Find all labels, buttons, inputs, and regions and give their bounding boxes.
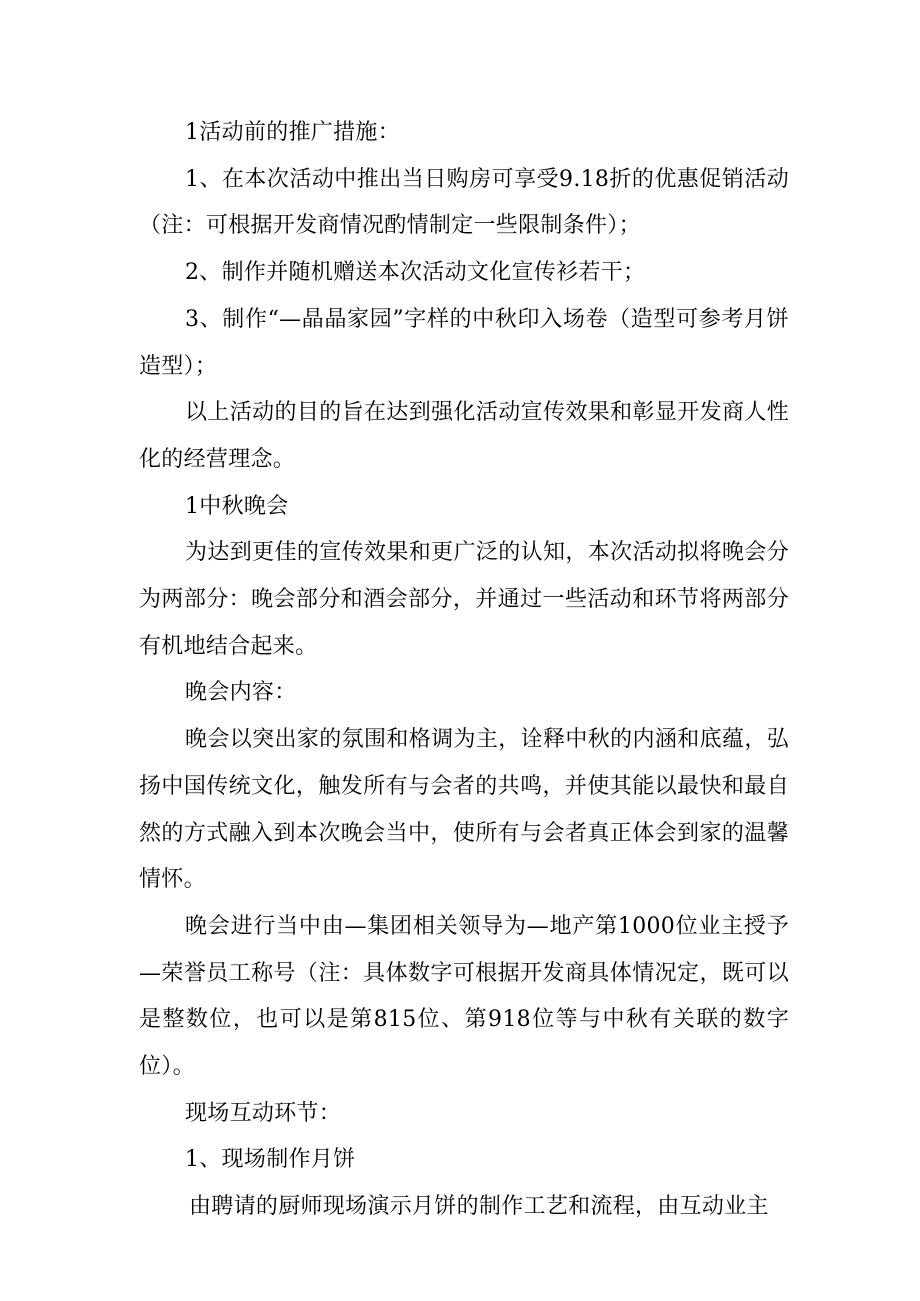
paragraph-promotion-item-2: 2、制作并随机赠送本次活动文化宣传衫若干； — [185, 260, 646, 286]
paragraph-gala-heading: 1中秋晚会 — [185, 493, 289, 519]
paragraph-promotion-item-1: 1、在本次活动中推出当日购房可享受9.18折的优惠促销活动（注：可根据开发商情况酌情制定一些限制条件）； — [139, 166, 789, 239]
paragraph-interaction-description: 由聘请的厨师现场演示月饼的制作工艺和流程，由互动业主 — [189, 1194, 769, 1220]
paragraph-interaction-heading: 现场互动环节： — [185, 1100, 342, 1126]
paragraph-interaction-item-1: 1、现场制作月饼 — [185, 1147, 356, 1173]
paragraph-gala-award: 晚会进行当中由—集团相关领导为—地产第1000位业主授予—荣誉员工称号（注：具体数字可根据开发商具体情况定，既可以是整数位，也可以是第815位、第918位等与中秋有关联的数字位）。 — [139, 913, 789, 1080]
paragraph-gala-content: 晚会以突出家的氛围和格调为主，诠释中秋的内涵和底蕴，弘扬中国传统文化，触发所有与会者的共鸣，并使其能以最快和最自然的方式融入到本次晚会当中，使所有与会者真正体会到家的温馨情怀。 — [139, 727, 789, 893]
paragraph-promotion-heading: 1活动前的推广措施： — [185, 120, 400, 145]
paragraph-promotion-item-3: 3、制作“—晶晶家园”字样的中秋印入场卷（造型可参考月饼造型）； — [139, 306, 789, 379]
paragraph-gala-content-heading: 晚会内容： — [185, 680, 297, 706]
document-body — [139, 110, 789, 1231]
paragraph-promotion-purpose: 以上活动的目的旨在达到强化活动宣传效果和彰显开发商人性化的经营理念。 — [139, 400, 789, 472]
paragraph-gala-intro: 为达到更佳的宣传效果和更广泛的认知，本次活动拟将晚会分为两部分：晚会部分和酒会部分，并通过一些活动和环节将两部分有机地结合起来。 — [139, 540, 789, 659]
